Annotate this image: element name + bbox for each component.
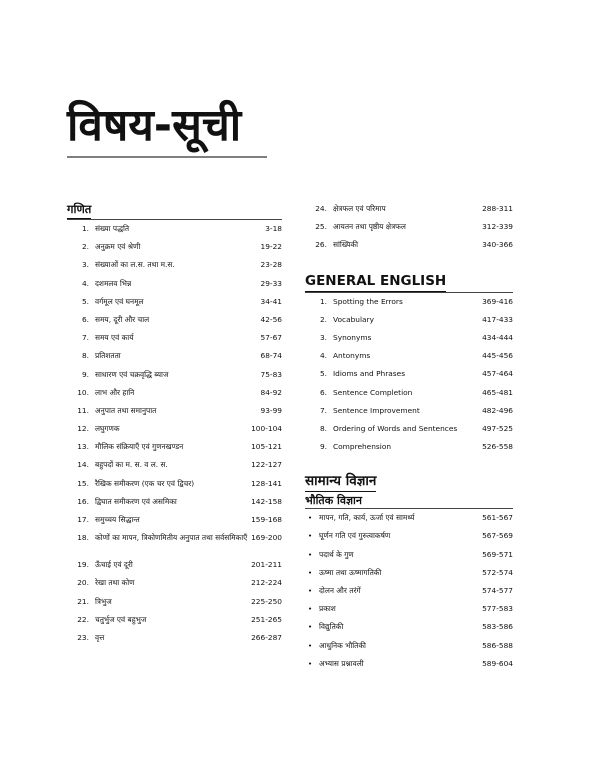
- entry-number: 5.: [319, 369, 327, 379]
- entry-number: 4.: [81, 278, 89, 288]
- entry-number: 3.: [81, 260, 89, 270]
- toc-entry: [67, 556, 282, 574]
- toc-entry: [67, 293, 282, 311]
- entry-page-range: 369-416: [482, 296, 513, 306]
- entry-title: Vocabulary: [333, 314, 374, 324]
- bullet-icon: •: [307, 640, 313, 650]
- entry-page-range: 445-456: [482, 351, 513, 361]
- entry-number: 1.: [81, 224, 89, 233]
- bullet-icon: •: [307, 622, 313, 632]
- entry-number: 9.: [81, 369, 89, 379]
- toc-entry: [67, 420, 282, 438]
- entry-page-range: 23-28: [260, 260, 282, 270]
- entry-page-range: 84-92: [260, 387, 282, 397]
- entry-title: ऊष्मा तथा ऊष्मागतिकी: [319, 567, 382, 577]
- entry-title: आयतन तथा पृष्ठीय क्षेत्रफल: [333, 222, 406, 232]
- entry-number: 18.: [77, 533, 89, 543]
- entry-number: 14.: [77, 460, 89, 470]
- right-column: [305, 200, 513, 673]
- section-heading-science: सामान्य विज्ञान: [305, 472, 376, 492]
- bullet-icon: •: [307, 658, 313, 668]
- page-title: विषय-सूची: [67, 100, 242, 151]
- toc-entry: [305, 218, 513, 236]
- entry-title: प्रतिशतता: [95, 351, 121, 361]
- entry-title: Comprehension: [333, 442, 392, 452]
- toc-list-maths-continued: [305, 200, 513, 255]
- entry-title: द्विघात समीकरण एवं असमिका: [95, 496, 177, 506]
- entry-page-range: 482-496: [482, 405, 513, 415]
- entry-page-range: 29-33: [260, 278, 282, 288]
- entry-title: ऊँचाई एवं दूरी: [95, 560, 133, 570]
- toc-entry: [67, 475, 282, 493]
- toc-entry: [67, 384, 282, 402]
- entry-page-range: 122-127: [251, 460, 282, 470]
- toc-entry: [305, 546, 513, 564]
- toc-entry: [67, 493, 282, 511]
- entry-number: 21.: [77, 596, 89, 606]
- entry-title: वृत्त: [95, 632, 105, 642]
- bullet-icon: •: [307, 531, 313, 541]
- bullet-icon: •: [307, 549, 313, 559]
- toc-entry: [67, 311, 282, 329]
- toc-entry: [305, 329, 513, 347]
- toc-entry: [67, 511, 282, 529]
- toc-entry: [305, 384, 513, 402]
- left-column: [67, 198, 282, 647]
- entry-page-range: 75-83: [260, 369, 282, 379]
- toc-entry: [305, 637, 513, 655]
- toc-entry: [67, 611, 282, 629]
- toc-entry: [67, 275, 282, 293]
- entry-title: पदार्थ के गुण: [319, 549, 354, 559]
- entry-title: Ordering of Words and Sentences: [333, 423, 458, 433]
- entry-number: 10.: [77, 387, 89, 397]
- entry-number: 17.: [77, 515, 89, 524]
- entry-page-range: 465-481: [482, 387, 513, 397]
- entry-title: आधुनिक भौतिकी: [319, 640, 366, 650]
- entry-page-range: 457-464: [482, 369, 513, 379]
- entry-number: 25.: [315, 222, 327, 232]
- entry-title: Spotting the Errors: [333, 296, 403, 306]
- entry-title: बहुपदों का म. स. व ल. स.: [95, 460, 168, 470]
- entry-page-range: 201-211: [251, 560, 282, 570]
- toc-list-english: [305, 293, 513, 457]
- entry-page-range: 567-569: [482, 531, 513, 541]
- toc-entry: [67, 347, 282, 365]
- entry-page-range: 417-433: [482, 314, 513, 324]
- entry-page-range: 142-158: [251, 496, 282, 506]
- entry-number: 13.: [77, 442, 89, 452]
- entry-page-range: 572-574: [482, 567, 513, 577]
- toc-entry: [305, 527, 513, 545]
- entry-page-range: 266-287: [251, 632, 282, 642]
- entry-title: समय, दूरी और चाल: [95, 314, 150, 324]
- toc-entry: [67, 593, 282, 611]
- toc-entry: [305, 293, 513, 311]
- entry-title: मौलिक संक्रियाएँ एवं गुणनखण्डन: [95, 442, 184, 452]
- entry-title: दशमलव भिन्न: [95, 278, 132, 288]
- entry-page-range: 586-588: [482, 640, 513, 650]
- entry-title: Idioms and Phrases: [333, 369, 406, 379]
- entry-page-range: 251-265: [251, 614, 282, 624]
- entry-title: वर्गमूल एवं घनमूल: [95, 296, 144, 306]
- entry-page-range: 340-366: [482, 240, 513, 250]
- entry-page-range: 93-99: [260, 405, 282, 415]
- toc-entry: [305, 509, 513, 527]
- toc-entry: [305, 200, 513, 218]
- entry-number: 5.: [81, 296, 89, 306]
- entry-number: 4.: [319, 351, 327, 361]
- entry-title: सांख्यिकी: [333, 240, 359, 250]
- entry-page-range: 497-525: [482, 423, 513, 433]
- entry-title: घूर्णन गति एवं गुरुत्वाकर्षण: [319, 531, 391, 541]
- entry-number: 8.: [319, 423, 327, 433]
- toc-entry: [67, 402, 282, 420]
- bullet-icon: •: [307, 586, 313, 595]
- toc-list-physics: [305, 509, 513, 673]
- toc-entry: [305, 655, 513, 673]
- bullet-icon: •: [307, 604, 313, 614]
- toc-entry: [67, 529, 282, 556]
- entry-number: 7.: [319, 405, 327, 415]
- toc-entry: [67, 629, 282, 647]
- toc-entry: [67, 574, 282, 592]
- toc-entry: [305, 365, 513, 383]
- entry-title: लाभ और हानि: [95, 387, 135, 397]
- entry-number: 16.: [77, 496, 89, 506]
- entry-title: Antonyms: [333, 351, 371, 361]
- entry-title: मापन, गति, कार्य, ऊर्जा एवं सामर्थ्य: [319, 513, 415, 523]
- toc-entry: [305, 347, 513, 365]
- entry-page-range: 212-224: [251, 578, 282, 588]
- entry-page-range: 3-18: [265, 224, 282, 233]
- entry-number: 20.: [77, 578, 89, 588]
- entry-page-range: 577-583: [482, 604, 513, 614]
- entry-number: 2.: [319, 314, 327, 324]
- toc-entry: [305, 420, 513, 438]
- entry-title: दोलन और तरंगें: [319, 586, 361, 595]
- entry-title: प्रकाश: [319, 604, 336, 614]
- entry-title: कोणों का मापन, त्रिकोणमितीय अनुपात तथा सर्वसमिकाएँ: [95, 533, 248, 543]
- entry-title: क्षेत्रफल एवं परिमाप: [333, 204, 386, 213]
- toc-entry: [305, 236, 513, 254]
- entry-number: 19.: [77, 560, 89, 570]
- entry-page-range: 34-41: [260, 296, 282, 306]
- entry-number: 12.: [77, 424, 89, 434]
- entry-title: संख्याओं का ल.स. तथा म.स.: [95, 260, 175, 270]
- title-underline: [67, 156, 267, 158]
- toc-entry: [305, 600, 513, 618]
- entry-title: चतुर्भुज एवं बहुभुज: [95, 614, 147, 624]
- toc-entry: [305, 402, 513, 420]
- entry-number: 7.: [81, 333, 89, 343]
- entry-page-range: 128-141: [251, 478, 282, 488]
- entry-page-range: 169-200: [251, 533, 282, 543]
- entry-page-range: 225-250: [251, 596, 282, 606]
- entry-number: 23.: [77, 632, 89, 642]
- entry-number: 11.: [77, 405, 89, 415]
- entry-page-range: 19-22: [260, 242, 282, 252]
- toc-entry: [67, 220, 282, 238]
- entry-page-range: 589-604: [482, 658, 513, 668]
- toc-list-maths: [67, 220, 282, 647]
- entry-number: 24.: [315, 204, 327, 213]
- entry-number: 6.: [319, 387, 327, 397]
- entry-title: Sentence Improvement: [333, 405, 420, 415]
- section-heading-english: GENERAL ENGLISH: [305, 272, 446, 292]
- entry-page-range: 561-567: [482, 513, 513, 523]
- toc-entry: [305, 438, 513, 456]
- entry-number: 15.: [77, 478, 89, 488]
- entry-number: 6.: [81, 314, 89, 324]
- toc-entry: [67, 256, 282, 274]
- entry-title: रेखा तथा कोण: [95, 578, 135, 588]
- toc-entry: [305, 311, 513, 329]
- toc-entry: [305, 582, 513, 600]
- toc-entry: [67, 238, 282, 256]
- section-heading-maths: गणित: [67, 201, 91, 219]
- entry-page-range: 159-168: [251, 515, 282, 524]
- bullet-icon: •: [307, 567, 313, 577]
- entry-page-range: 574-577: [482, 586, 513, 595]
- toc-entry: [67, 329, 282, 347]
- entry-page-range: 583-586: [482, 622, 513, 632]
- entry-page-range: 100-104: [251, 424, 282, 434]
- entry-title: लघुगणक: [95, 424, 120, 434]
- entry-page-range: 434-444: [482, 332, 513, 342]
- entry-title: अनुक्रम एवं श्रेणी: [95, 242, 141, 252]
- entry-page-range: 42-56: [260, 314, 282, 324]
- entry-title: संख्या पद्धति: [95, 224, 130, 233]
- entry-number: 9.: [319, 442, 327, 452]
- entry-number: 8.: [81, 351, 89, 361]
- entry-title: अभ्यास प्रश्नावली: [319, 658, 364, 668]
- entry-title: साधारण एवं चक्रवृद्धि ब्याज: [95, 369, 169, 379]
- entry-page-range: 526-558: [482, 442, 513, 452]
- entry-title: विद्युतिकी: [319, 622, 344, 632]
- entry-page-range: 68-74: [260, 351, 282, 361]
- entry-number: 26.: [315, 240, 327, 250]
- toc-entry: [67, 366, 282, 384]
- toc-entry: [67, 438, 282, 456]
- entry-page-range: 105-121: [251, 442, 282, 452]
- subsection-heading-physics: भौतिक विज्ञान: [305, 494, 362, 508]
- entry-number: 1.: [319, 296, 327, 306]
- entry-title: समय एवं कार्य: [95, 333, 134, 343]
- bullet-icon: •: [307, 513, 313, 523]
- toc-entry: [305, 618, 513, 636]
- entry-title: रैखिक समीकरण (एक चर एवं द्विचर): [95, 478, 195, 488]
- entry-title: Synonyms: [333, 332, 372, 342]
- toc-entry: [67, 456, 282, 474]
- entry-title: अनुपात तथा समानुपात: [95, 405, 157, 415]
- entry-number: 2.: [81, 242, 89, 252]
- entry-number: 3.: [319, 332, 327, 342]
- entry-title: समुच्चय सिद्धान्त: [95, 515, 140, 524]
- entry-page-range: 312-339: [482, 222, 513, 232]
- toc-entry: [305, 564, 513, 582]
- entry-title: Sentence Completion: [333, 387, 413, 397]
- entry-page-range: 288-311: [482, 204, 513, 213]
- entry-page-range: 569-571: [482, 549, 513, 559]
- entry-number: 22.: [77, 614, 89, 624]
- entry-title: त्रिभुज: [95, 596, 112, 606]
- entry-page-range: 57-67: [260, 333, 282, 343]
